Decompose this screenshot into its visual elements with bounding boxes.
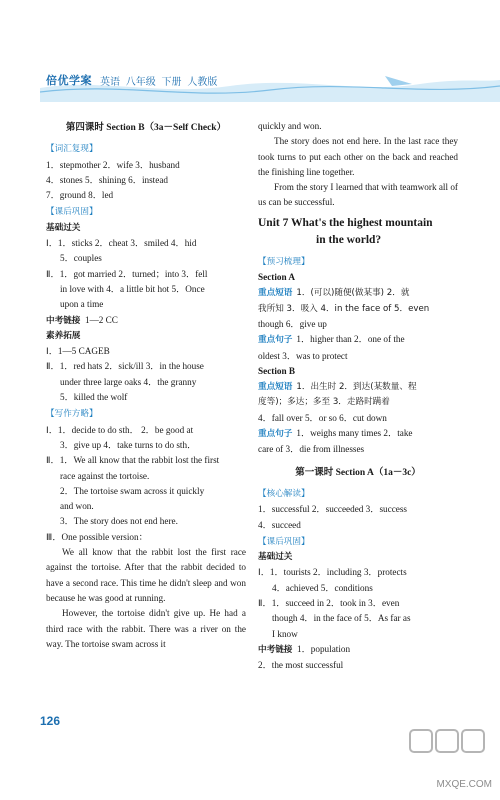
answer-line: 度等)；多达；多至 3．走路时蹒着 [258,397,390,408]
essay-paragraph: We all know that the rabbit lost the first race against the tortoise. After that the rabbit decided to have a second race. This time he didn't sleep and won because he was good at running. [46,547,246,603]
essay-paragraph: The story does not end here. In the last race they took turns to put each other on the back and reached the finishing line together. [258,136,458,177]
section-tag-writing: 【写作方略】 [46,409,98,420]
section-b-label: Section B [258,365,296,376]
answer-line: 1．stepmother 2．wife 3．husband [46,159,180,170]
answer-line: under three large oaks 4．the granny [60,376,197,387]
answer-line: Ⅰ．1．sticks 2．cheat 3．smiled 4．hid [46,238,197,249]
key-phrases-label: 重点短语 [258,381,293,392]
section-tag-consolidate: 【课后巩固】 [46,207,98,218]
essay-continuation: quickly and won. [258,121,322,131]
left-column [46,119,246,652]
answer-line: 1．出生时 2．到达(某数量、程 [296,382,417,393]
answer-line: 1．successful 2．succeeded 3．success [258,504,407,515]
answer-line: though 4．in the face of 5．As far as [272,613,411,624]
answer-line: 1．population [296,643,351,654]
answer-line: 5．killed the wolf [60,392,128,403]
sub-title-zhongkao: 中考链接 [258,644,293,655]
answer-line: I know [272,628,298,639]
answer-line: 3．The story does not end here. [60,516,178,527]
watermark-text: MXQE.COM [436,779,492,790]
answer-line: though 6．give up [258,318,327,329]
unit-title [258,215,458,249]
key-sentences-label: 重点句子 [258,335,293,346]
section-tag-preview: 【预习梳理】 [258,256,310,267]
answer-line: 2．the most successful [258,660,344,671]
right-column [258,119,458,674]
answer-line: 4．stones 5．shining 6．instead [46,174,168,185]
answer-line: and won. [60,501,94,512]
answer-line: oldest 3．was to protect [258,350,348,361]
key-sentences-label: 重点句子 [258,429,293,440]
unit-title-line-1: Unit 7 What's the highest mountain [258,216,433,229]
subject-label: 英语 八年级 下册 人教版 [100,77,218,88]
key-phrases-label: 重点短语 [258,287,293,298]
section-tag-vocab-review: 【词汇复现】 [46,144,98,155]
answer-line: in love with 4．a little bit hot 5．Once [60,283,205,294]
section-tag-consolidate: 【课后巩固】 [258,536,310,547]
answer-line: Ⅰ．1．tourists 2．including 3．protects [258,567,407,578]
answer-line: upon a time [60,299,104,310]
answer-line: 5．couples [60,253,102,264]
answer-line: 1．weighs many times 2．take [296,428,413,439]
sub-title-basic: 基础过关 [46,222,81,233]
zhongkao-answer: 1—2 CC [84,314,118,325]
answer-line: Ⅱ．1．red hats 2．sick/ill 3．in the house [46,361,204,372]
sub-title-literacy: 素养拓展 [46,330,81,341]
answer-line: Ⅱ．1．got married 2．turned；into 3．fell [46,268,208,279]
answer-line: Ⅱ．1．succeed in 2．took in 3．even [258,598,400,609]
answer-line: 7．ground 8．led [46,190,114,201]
watermark-logo-icon [404,726,490,776]
answer-line: Ⅲ．One possible version： [46,531,148,542]
unit-title-line-2: in the world? [316,233,382,246]
essay-paragraph: From the story I learned that with teamwork all of us can be successful. [258,182,458,208]
section-tag-core: 【核心解读】 [258,488,310,499]
answer-line: Ⅰ．1—5 CAGEB [46,346,110,357]
answer-line: race against the tortoise. [60,470,150,481]
essay-paragraph: However, the tortoise didn't give up. He had a third race with the rabbit. There was a river on the way. The tortoise swam across it [46,608,246,649]
answer-line: 4．succeed [258,519,301,530]
answer-line: 1．(可以)随便(做某事) 2．就 [296,288,410,299]
answer-line: 3．give up 4．take turns to do sth． [60,439,197,450]
answer-line: 我所知 3．吸入 4．in the face of 5．even [258,303,430,314]
lesson-title: 第一课时 Section A（1a－3c） [295,467,421,478]
page-number: 126 [40,714,61,728]
section-a-label: Section A [258,272,296,283]
answer-line: Ⅰ．1．decide to do sth． 2．be good at [46,424,194,435]
answer-line: 1．higher than 2．one of the [296,334,405,345]
answer-line: care of 3．die from illnesses [258,444,365,455]
sub-title-basic: 基础过关 [258,552,293,563]
answer-line: 4．achieved 5．conditions [272,582,373,593]
sub-title-zhongkao: 中考链接 [46,315,81,326]
answer-line: 4．fall over 5．or so 6．cut down [258,412,387,423]
answer-line: Ⅱ．1．We all know that the rabbit lost the first [46,455,220,466]
lesson-title: 第四课时 Section B（3a－Self Check） [65,123,227,133]
answer-line: 2．The tortoise swam across it quickly [60,485,205,496]
brand-title: 倍优学案 [46,75,92,87]
